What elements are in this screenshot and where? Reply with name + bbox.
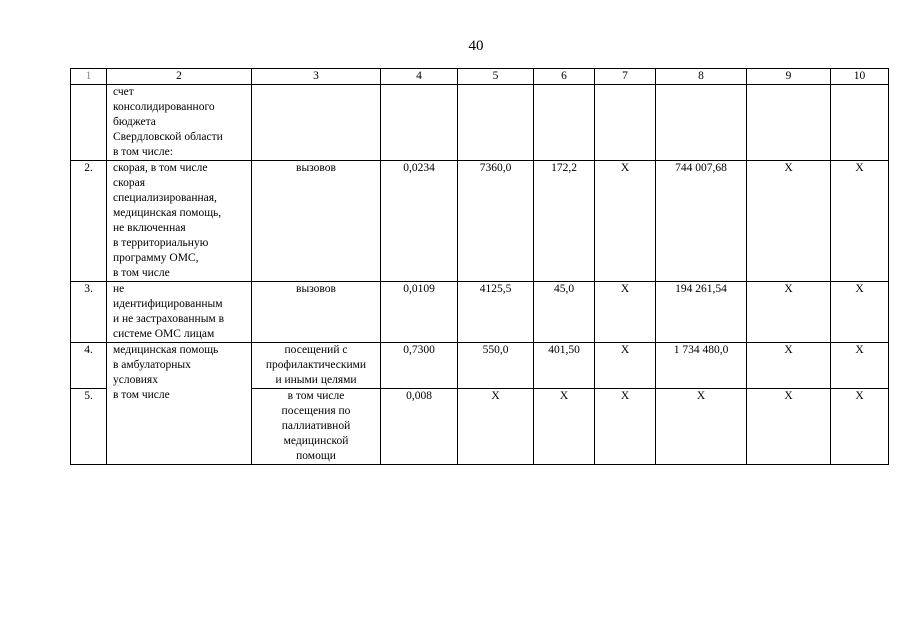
value-cell: 550,0 — [458, 343, 534, 389]
row-name-cell — [107, 85, 252, 161]
budget-table — [70, 68, 889, 465]
header-cell-4: 4 — [381, 69, 458, 85]
name-line: скорая, в том числе — [113, 162, 208, 174]
unit-line: медицинской — [283, 435, 349, 447]
unit-cell — [252, 343, 381, 389]
row-name-cell — [107, 343, 252, 465]
name-line: системе ОМС лицам — [113, 328, 215, 340]
value-cell: 7360,0 — [458, 161, 534, 282]
table-row-continuation — [71, 85, 889, 161]
value-cell: X — [747, 161, 831, 282]
row-number-cell: 4. — [71, 343, 107, 389]
header-cell-10: 10 — [831, 69, 889, 85]
name-line: медицинская помощь, — [113, 207, 222, 219]
value-cell: X — [595, 161, 656, 282]
header-cell-6: 6 — [534, 69, 595, 85]
name-line: в том числе — [113, 267, 170, 279]
value-cell: 4125,5 — [458, 282, 534, 343]
value-cell: 401,50 — [534, 343, 595, 389]
value-cell: 0,0109 — [381, 282, 458, 343]
name-line: скорая — [113, 177, 146, 189]
header-cell-3: 3 — [252, 69, 381, 85]
name-line: не включенная — [113, 222, 186, 234]
name-line: бюджета — [113, 116, 156, 128]
value-cell: X — [747, 343, 831, 389]
row-number-cell: 5. — [71, 389, 107, 465]
value-cell: X — [656, 389, 747, 465]
value-cell: X — [595, 389, 656, 465]
unit-cell: вызовов — [252, 282, 381, 343]
name-line: условиях — [113, 374, 158, 386]
header-cell-5: 5 — [458, 69, 534, 85]
table-row-2 — [71, 161, 889, 282]
name-line: в том числе: — [113, 146, 173, 158]
header-cell-7: 7 — [595, 69, 656, 85]
unit-line: в том числе — [287, 390, 345, 402]
unit-line: и иными целями — [275, 374, 357, 386]
value-cell: 45,0 — [534, 282, 595, 343]
value-cell: 0,008 — [381, 389, 458, 465]
name-line: идентифицированным — [113, 298, 223, 310]
row-number-cell: 2. — [71, 161, 107, 282]
unit-line: профилактическими — [265, 359, 367, 371]
value-cell — [747, 85, 831, 161]
header-cell-8: 8 — [656, 69, 747, 85]
unit-line: посещения по — [281, 405, 351, 417]
row-number-cell — [71, 85, 107, 161]
value-cell: X — [831, 282, 889, 343]
value-cell: 0,0234 — [381, 161, 458, 282]
value-cell — [381, 85, 458, 161]
name-line: специализированная, — [113, 192, 217, 204]
value-cell: X — [747, 389, 831, 465]
value-cell — [656, 85, 747, 161]
unit-line: паллиативной — [281, 420, 351, 432]
name-line: консолидированного — [113, 101, 215, 113]
name-line: Свердловской области — [113, 131, 223, 143]
value-cell: X — [534, 389, 595, 465]
value-cell: 1 734 480,0 — [656, 343, 747, 389]
table-row-4 — [71, 343, 889, 389]
name-line: и не застрахованным в — [113, 313, 224, 325]
table-row-3 — [71, 282, 889, 343]
row-number-cell: 3. — [71, 282, 107, 343]
value-cell: 172,2 — [534, 161, 595, 282]
page-number: 40 — [468, 38, 484, 54]
value-cell — [831, 85, 889, 161]
row-name-cell — [107, 161, 252, 282]
unit-cell — [252, 85, 381, 161]
unit-line: помощи — [296, 450, 336, 462]
value-cell: X — [831, 161, 889, 282]
unit-cell — [252, 389, 381, 465]
value-cell: X — [747, 282, 831, 343]
name-line: счет — [113, 86, 134, 98]
row-name-cell — [107, 282, 252, 343]
value-cell: 744 007,68 — [656, 161, 747, 282]
name-line: не — [113, 283, 125, 295]
value-cell: 194 261,54 — [656, 282, 747, 343]
unit-cell: вызовов — [252, 161, 381, 282]
header-cell-1: 1 — [71, 69, 107, 85]
value-cell — [458, 85, 534, 161]
name-line: в том числе — [113, 389, 170, 401]
value-cell: X — [831, 343, 889, 389]
name-line: в амбулаторных — [113, 359, 191, 371]
name-line: в территориальную — [113, 237, 209, 249]
unit-line: посещений с — [284, 344, 348, 356]
header-cell-2: 2 — [107, 69, 252, 85]
value-cell — [534, 85, 595, 161]
value-cell — [595, 85, 656, 161]
value-cell: 0,7300 — [381, 343, 458, 389]
value-cell: X — [595, 282, 656, 343]
name-line: программу ОМС, — [113, 252, 199, 264]
header-row — [71, 69, 889, 85]
name-line: медицинская помощь — [113, 344, 219, 356]
value-cell: X — [831, 389, 889, 465]
header-cell-9: 9 — [747, 69, 831, 85]
value-cell: X — [595, 343, 656, 389]
value-cell: X — [458, 389, 534, 465]
